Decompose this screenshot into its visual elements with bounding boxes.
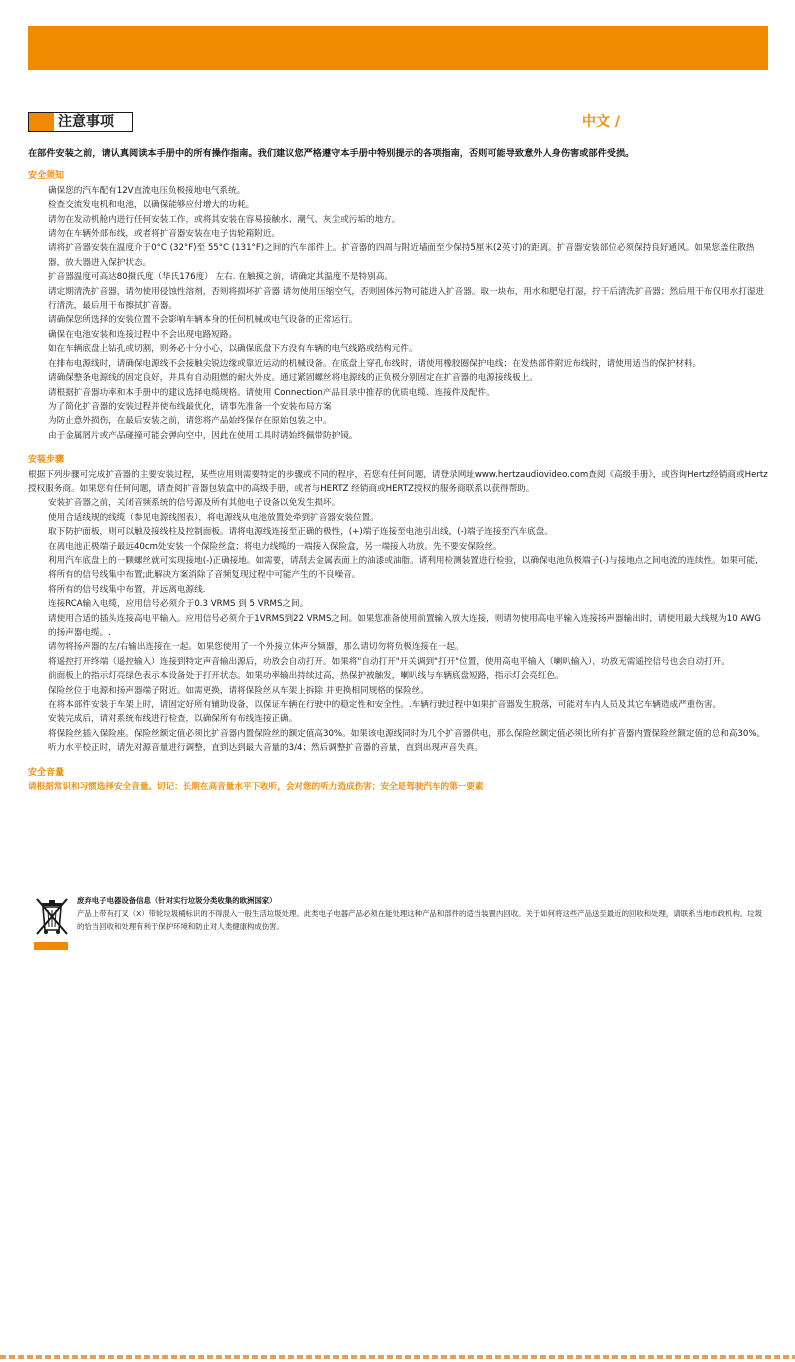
section-heading-row — [28, 112, 768, 134]
list-item: 请将扩音器安装在温度介于0°C (32°F)至 55°C (131°F)之间的汽车部件上。扩音器的四周与附近墙面至少保持5厘米(2英寸)的距离。扩音器安装部位必须保持良好通风。如果您盖住散热器，放大器进入保护状态。 — [48, 243, 755, 268]
list-item: 在将本部件安装于车架上时，请固定好所有辅助设备，以保证车辆在行驶中的稳定性和安全性。.车辆行驶过程中如果扩音器发生脱落，可能对车内人员及其它车辆造成严重伤害。 — [48, 700, 722, 711]
list-item: 在离电池正极端子最远40cm处安装一个保险丝盒；将电力线缆的一端接入保险盒，另一端接入功放。先不要安保险丝。 — [48, 541, 502, 552]
list-item: 确保您的汽车配有12V直流电压负极接地电气系统。 — [48, 185, 246, 196]
install-title: 安装步骤 — [28, 455, 65, 466]
list-item: 前面板上的指示灯亮绿色表示本设备处于打开状态。如果功率输出持续过高，热保护被触发，喇叭线与车辆底盘短路，指示灯会亮红色。 — [48, 671, 564, 682]
crossed-bin-icon — [32, 894, 72, 938]
list-item: 将保险丝插入保险座。保险丝额定值必须比扩音器内置保险丝的额定值高30%。如果该电源线同时为几个扩音器供电，那么保险丝额定值必须比所有扩音器内置保险丝额定值的总和高30%。 — [48, 728, 766, 739]
volume-title: 安全音量 — [28, 767, 65, 778]
list-item: 检查交流发电机和电池，以确保能够应付增大的功耗。 — [48, 200, 255, 211]
list-item: 取下防护面板，则可以触及接线柱及控制面板。请将电源线连接至正确的极性，(+)端子连接至电池引出线，(-)端子连接至汽车底盘。 — [48, 527, 553, 538]
list-item: 如在车辆底盘上钻孔或切割，则务必十分小心，以确保底盘下方没有车辆的电气线路或结构元件。 — [48, 344, 418, 355]
list-item: 请勿将扬声器的左/右输出连接在一起。如果您使用了一个外接立体声分频器，那么请切勿将负极连接在一起。 — [48, 642, 464, 653]
install-intro: 根据下列步骤可完成扩音器的主要安装过程，某些应用则需要特定的步骤或不同的程序，若您有任何问题，请登录网址www.hertzaudiovideo.com查阅《高级手册》，或咨询Hertz经销商或Hertz授权服务商。如果您有任何问题，请查阅扩音器包装盒中的高级手册，或者与HERTZ 经销商或HERTZ授权的服务商联系以获得帮助。 — [28, 469, 768, 494]
list-item: 确保在电池安装和连接过程中不会出现电路短路。 — [48, 329, 238, 340]
page-bottom-rule — [0, 1355, 795, 1359]
list-item: 请勿在车辆外部布线，或者将扩音器安装在电子齿轮箱附近。 — [48, 229, 281, 240]
header-banner — [28, 26, 768, 70]
section-heading-box — [28, 112, 133, 132]
list-item: 将遥控打开终端（遥控输入）连接到特定声音输出源后，功放会自动打开。如果将"自动打开"开关调到"打开"位置，使用高电平输入（喇叭输入），功放无需遥控信号也会自动打开。 — [48, 656, 730, 667]
list-item: 使用合适线规的线缆（参见电源线图表），将电源线从电池放置处牵到扩音器安装位置。 — [48, 512, 379, 523]
list-item: 请定期清洗扩音器，请勿使用侵蚀性溶剂，否则将损坏扩音器 请勿使用压缩空气，否则固体污物可能进入扩音器。取一块布，用水和肥皂打湿，拧干后清洗扩音器；然后用干布仅用水打湿进行清洗，最后用干布擦拭扩音器。 — [48, 286, 765, 312]
list-item: 请使用合适的插头连接高电平输入。应用信号必须介于1VRMS到22 VRMS之间。如果您准备使用前置输入放大连接，则请勿使用高电平输入连接扬声器输出时，请使用最大线规为10 AWG的扬声器电缆。. — [48, 613, 761, 638]
language-label: 中文 / — [582, 114, 620, 130]
list-item: 请确保您所选择的安装位置不会影响车辆本身的任何机械或电气设备的正常运行。 — [48, 315, 358, 326]
heading-accent-block — [29, 113, 54, 131]
safety-list — [28, 184, 768, 443]
weee-accent-bar — [34, 942, 68, 950]
list-item: 利用汽车底盘上的一颗螺丝就可实现接地(-)正确接地。如需要，请刮去金属表面上的油漆或油脂。请利用检测装置进行检验，以确保电池负极端子(-)与接地点之间电流的连续性。如果可能, 将所有的信号线集中布置;此解决方案消除了音频复现过程中可能产生的不良噪音。 — [48, 555, 758, 581]
section-title: 注意事项 — [58, 114, 114, 130]
list-item: 扩音器温度可高达80摄氏度（华氏176度） 左右. 在触摸之前，请确定其温度不是特别高。 — [48, 272, 393, 283]
weee-notice — [28, 894, 768, 958]
list-item: 保险丝位于电源和扬声器端子附近。如需更换，请将保险丝从车架上拆除 并更换相同规格的保险丝。 — [48, 685, 429, 696]
intro-paragraph: 在部件安装之前，请认真阅读本手册中的所有操作指南。我们建议您严格遵守本手册中特别提示的各项指南，否则可能导致意外人身伤害或部件受损。 — [28, 148, 635, 159]
volume-text: 请根据常识和习惯选择安全音量。切记：长期在高音量水平下收听，会对您的听力造成伤害；安全是驾驶汽车的第一要素 — [28, 782, 484, 793]
list-item: 听力水平校正时，请先对源音量进行调整，直到达到最大音量的3/4；然后调整扩音器的音量，直到出现声音失真。 — [48, 743, 483, 754]
list-item: 请勿在发动机舱内进行任何安装工作，或将其安装在容易接触水、潮气、灰尘或污垢的地方。 — [48, 214, 401, 225]
list-item: 由于金属屑片或产品碰撞可能会弹向空中，因此在使用工具时请始终佩带防护镜。 — [48, 430, 358, 441]
list-item: 请根据扩音器功率和本手册中的建议选择电缆规格。请使用 Connection产品目录中推荐的优质电缆、连接件及配件。 — [48, 387, 495, 398]
list-item: 在排布电源线时，请确保电源线不会接触尖锐边缘或靠近运动的机械设备。在底盘上穿孔布线时，请使用橡胶圈保护电线；在发热部件附近布线时，请使用适当的保护材料。 — [48, 358, 702, 369]
list-item: 将所有的信号线集中布置，并远离电源线. — [48, 584, 206, 595]
safety-title: 安全须知 — [28, 171, 65, 182]
list-item: 为防止意外损伤，在最后安装之前，请您将产品始终保存在原始包装之中。 — [48, 416, 332, 427]
list-item: 为了简化扩音器的安装过程并使布线最优化，请事先准备一个安装布局方案 — [48, 401, 332, 412]
weee-body: 产品上带有打叉（X）带轮垃圾桶标识的不得混入一般生活垃圾处理。此类电子电器产品必须在能处理这种产品和部件的适当装置内回收。关于如何将这些产品送至最近的回收和处理，请联系当地市政机构。垃圾的恰当回收和处理有利于保护环境和防止对人类健康构成伤害。 — [77, 909, 763, 931]
install-list — [28, 496, 768, 755]
list-item: 安装完成后，请对系统布线进行检查，以确保所有布线连接正确。 — [48, 714, 298, 725]
document-body — [28, 147, 768, 794]
weee-text-block — [77, 894, 767, 933]
list-item: 安装扩音器之前，关闭音频系统的信号源及所有其他电子设备以免发生损坏。 — [48, 498, 341, 509]
weee-title: 废弃电子电器设备信息（针对实行垃圾分类收集的欧洲国家） — [77, 896, 277, 905]
list-item: 请确保整条电源线的固定良好，并具有自动阻燃的耐火外皮。通过紧固螺丝将电源线的正负极分别固定在扩音器的电源接线板上。 — [48, 373, 538, 384]
list-item: 连接RCA输入电缆，应用信号必须介于0.3 VRMS 到 5 VRMS之间。 — [48, 599, 309, 610]
